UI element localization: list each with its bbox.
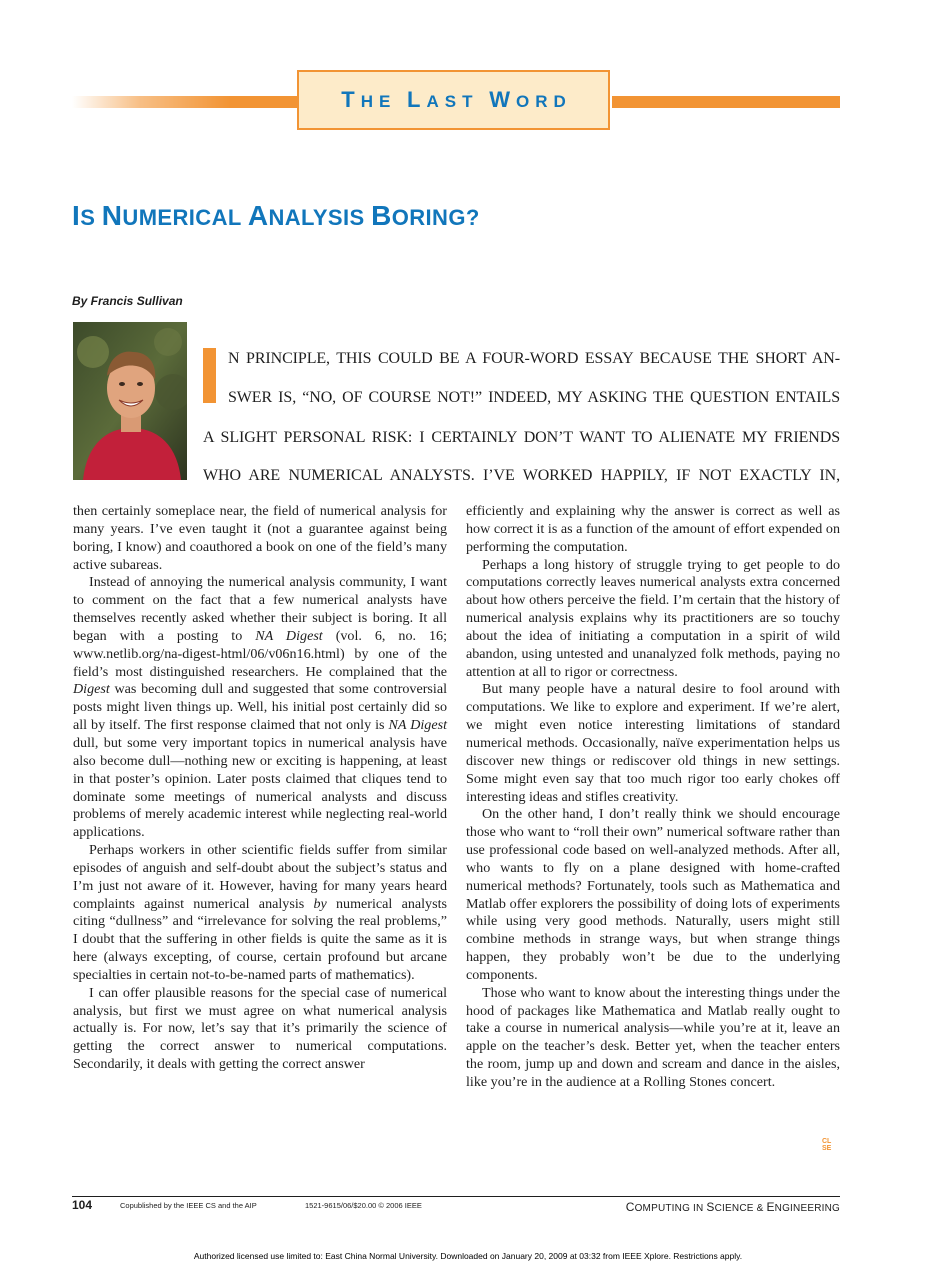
paragraph: Perhaps a long history of struggle trying to get people to do computations correctly leaves numerical analysts extra concerned about how others perceive the field. I’m certain that the history of numerical analysis explains why its practitioners are so touchy about the idea of initiating a computation in a spirit of wild abandon, using untested and unanalyzed folk methods, paying no attention at all to rigor or correctness. xyxy=(466,556,840,680)
page-number: 104 xyxy=(72,1198,93,1212)
drop-cap-bar xyxy=(203,348,216,403)
paragraph: On the other hand, I don’t really think we should encourage those who want to “roll their own” numerical software rather than use professional code based on well-analyzed methods. After all, who wants to fly on a plane designed with home-crafted numerical methods? Fortunately, tools such as Mathematica and Matlab offer explorers the possibility of doing lots of experiments while using very good methods. Naturally, users might still combine methods in strange ways, but when strange things happen, they probably won’t be due to the underlying components. xyxy=(466,806,840,983)
intro-line: A SLIGHT PERSONAL RISK: I CERTAINLY DON’T WANT TO ALIENATE MY FRIENDS xyxy=(203,429,840,446)
intro-line: WHO ARE NUMERICAL ANALYSTS. I’VE WORKED HAPPILY, IF NOT EXACTLY IN, xyxy=(203,467,840,484)
paragraph: But many people have a natural desire to fool around with computations. We like to explore and experiment. If we’re alert, we might even notice interesting limitations of standard numerical methods. Occasionally, naïve experimentation helps us discover new things or rediscover old things in new settings. Some might even say that too much rigor too early chokes off interesting ideas and stifles creativity. xyxy=(466,681,840,805)
cise-end-mark-icon xyxy=(822,1138,831,1152)
author-photo xyxy=(73,322,187,480)
body-column-right xyxy=(466,503,840,1092)
paragraph: Those who want to know about the interesting things under the hood of packages like Mathematica and Matlab really ought to take a course in numerical analysis—while you’re at it, leave an apple on the teacher’s desk. Better yet, when the teacher enters the room, jump up and down and scream and dance in the aisles, like you’re in the audience at a Rolling Stones concert. xyxy=(466,984,840,1090)
paragraph xyxy=(73,574,447,842)
header-rule-right xyxy=(612,96,840,108)
article-title: IS NUMERICAL ANALYSIS BORING? xyxy=(72,200,480,231)
end-mark-line: CL xyxy=(822,1138,832,1145)
paragraph-text: Instead of annoying the numerical analysis community, I want to comment on the fact that a few numerical analysts have themselves recently asked whether their subject is boring. It all began with a posting to NA Digest (vol. 6, no. 16; www.netlib.org/na-digest-html/06/v06n16.html) by one of the field’s most distinguished researchers. He complained that the Digest was becoming dull and suggested that some controversial posts might liven things up. Well, his initial post certainly did so all by itself. The first response claimed that not only is NA Digest dull, but some very important topics in numerical analysis have also become dull—nothing new or exciting is happening, at least in that poster’s opinion. Later posts claimed that cliques tend to dominate some meetings of numerical analysts and discuss problems of merely academic interest while neglecting real-world applications. xyxy=(73,574,447,841)
footer-rule xyxy=(72,1196,840,1197)
license-notice: Authorized licensed use limited to: East China Normal University. Downloaded on January 20, 2009 at 03:32 from IEEE Xplore. Restrictions apply. xyxy=(193,1251,743,1261)
header-rule-left xyxy=(72,96,298,108)
copublished-note: Copublished by the IEEE CS and the AIP xyxy=(120,1201,257,1210)
issn-note: 1521-9615/06/$20.00 © 2006 IEEE xyxy=(305,1201,422,1210)
end-mark-line: SE xyxy=(822,1145,832,1152)
paragraph: Perhaps workers in other scientific fields suffer from similar episodes of anguish and self-doubt about the subject’s status and I’m just not aware of it. However, having for many years heard complaints against numerical analysis by numerical analysts citing “dullness” and “irrelevance for solving the real problems,” I doubt that the suffering in other fields is quite the same as it is here (always excepting, of course, certain profound but arcane specialties in certain not-to-be-named parts of mathematics). xyxy=(73,842,447,983)
paragraph: efficiently and explaining why the answer is correct as well as how correct it is as a function of the amount of effort expended on performing the computation. xyxy=(466,503,840,555)
paragraph: then certainly someplace near, the field of numerical analysis for many years. I’ve even taught it (not a guarantee against being boring, I know) and coauthored a book on one of the field’s many active subareas. xyxy=(73,503,447,573)
paragraph: I can offer plausible reasons for the special case of numerical analysis, but first we must agree on what numerical analysis actually is. For now, let’s say that it’s primarily the science of getting the correct answer to numerical computations. Secondarily, it deals with getting the correct answer xyxy=(73,984,447,1073)
journal-name: COMPUTING IN SCIENCE & ENGINEERING xyxy=(625,1200,840,1214)
intro-line: SWER IS, “NO, OF COURSE NOT!” INDEED, MY ASKING THE QUESTION ENTAILS xyxy=(228,389,840,406)
body-column-left xyxy=(73,503,447,1074)
byline: By Francis Sullivan xyxy=(72,294,183,308)
intro-line: N PRINCIPLE, THIS COULD BE A FOUR-WORD ESSAY BECAUSE THE SHORT AN- xyxy=(228,350,840,367)
section-header-box xyxy=(297,70,610,130)
section-title: THE LAST WORD xyxy=(341,87,572,112)
